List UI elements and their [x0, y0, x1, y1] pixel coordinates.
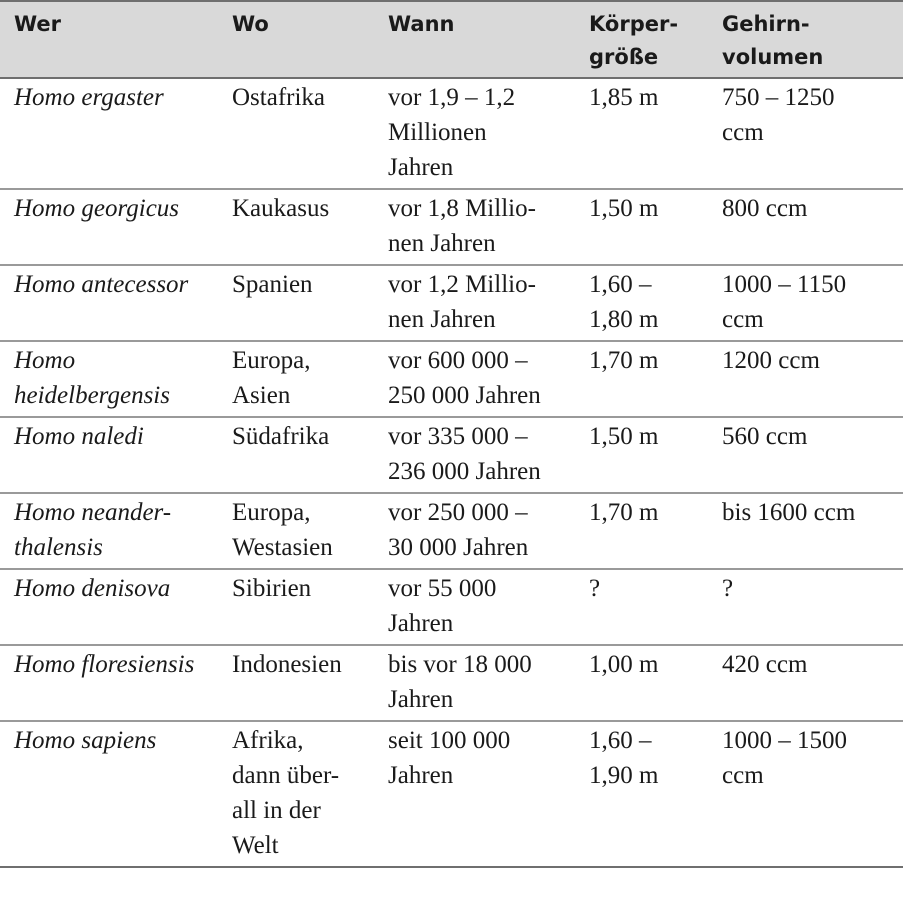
- cell-height: 1,60 – 1,90 m: [575, 721, 708, 867]
- cell-time: vor 600 000 – 250 000 Jahren: [374, 341, 575, 417]
- cell-location: Sibirien: [218, 569, 374, 645]
- table-row: [0, 645, 903, 721]
- cell-height: 1,60 – 1,80 m: [575, 265, 708, 341]
- header-wann: Wann: [374, 1, 575, 78]
- header-wer: Wer: [0, 1, 218, 78]
- table-row: [0, 569, 903, 645]
- cell-location: Indonesien: [218, 645, 374, 721]
- cell-height: 1,85 m: [575, 78, 708, 189]
- cell-time: vor 1,8 Millio- nen Jahren: [374, 189, 575, 265]
- cell-brain-volume: 1000 – 1150 ccm: [708, 265, 903, 341]
- table-row: [0, 341, 903, 417]
- table-header: [0, 1, 903, 78]
- header-koerpergroesse: Körper- größe: [575, 1, 708, 78]
- cell-species: Homo naledi: [0, 417, 218, 493]
- cell-location: Europa, Westasien: [218, 493, 374, 569]
- cell-location: Afrika, dann über- all in der Welt: [218, 721, 374, 867]
- cell-species: Homo denisova: [0, 569, 218, 645]
- cell-brain-volume: ?: [708, 569, 903, 645]
- cell-time: vor 1,9 – 1,2 Millionen Jahren: [374, 78, 575, 189]
- cell-time: vor 55 000 Jahren: [374, 569, 575, 645]
- cell-location: Ostafrika: [218, 78, 374, 189]
- cell-height: 1,00 m: [575, 645, 708, 721]
- cell-time: seit 100 000 Jahren: [374, 721, 575, 867]
- table-row: [0, 265, 903, 341]
- cell-location: Spanien: [218, 265, 374, 341]
- table-row: [0, 189, 903, 265]
- cell-species: Homo ergaster: [0, 78, 218, 189]
- cell-species: Homo georgicus: [0, 189, 218, 265]
- table-row: [0, 721, 903, 867]
- cell-brain-volume: 1000 – 1500 ccm: [708, 721, 903, 867]
- cell-brain-volume: 750 – 1250 ccm: [708, 78, 903, 189]
- table-row: [0, 493, 903, 569]
- header-row: [0, 1, 903, 78]
- cell-height: 1,50 m: [575, 417, 708, 493]
- cell-time: vor 335 000 – 236 000 Jahren: [374, 417, 575, 493]
- cell-location: Europa, Asien: [218, 341, 374, 417]
- header-wo: Wo: [218, 1, 374, 78]
- cell-height: 1,70 m: [575, 341, 708, 417]
- table-row: [0, 417, 903, 493]
- cell-species: Homo heidelbergensis: [0, 341, 218, 417]
- table-body: [0, 78, 903, 867]
- cell-species: Homo floresiensis: [0, 645, 218, 721]
- table-row: [0, 78, 903, 189]
- cell-height: 1,50 m: [575, 189, 708, 265]
- cell-brain-volume: 800 ccm: [708, 189, 903, 265]
- cell-species: Homo neander- thalensis: [0, 493, 218, 569]
- cell-species: Homo antecessor: [0, 265, 218, 341]
- cell-brain-volume: bis 1600 ccm: [708, 493, 903, 569]
- cell-time: vor 1,2 Millio- nen Jahren: [374, 265, 575, 341]
- cell-height: ?: [575, 569, 708, 645]
- cell-time: bis vor 18 000 Jahren: [374, 645, 575, 721]
- header-gehirnvolumen: Gehirn- volumen: [708, 1, 903, 78]
- cell-time: vor 250 000 – 30 000 Jahren: [374, 493, 575, 569]
- cell-brain-volume: 420 ccm: [708, 645, 903, 721]
- cell-location: Südafrika: [218, 417, 374, 493]
- cell-height: 1,70 m: [575, 493, 708, 569]
- cell-brain-volume: 560 ccm: [708, 417, 903, 493]
- cell-species: Homo sapiens: [0, 721, 218, 867]
- cell-brain-volume: 1200 ccm: [708, 341, 903, 417]
- cell-location: Kaukasus: [218, 189, 374, 265]
